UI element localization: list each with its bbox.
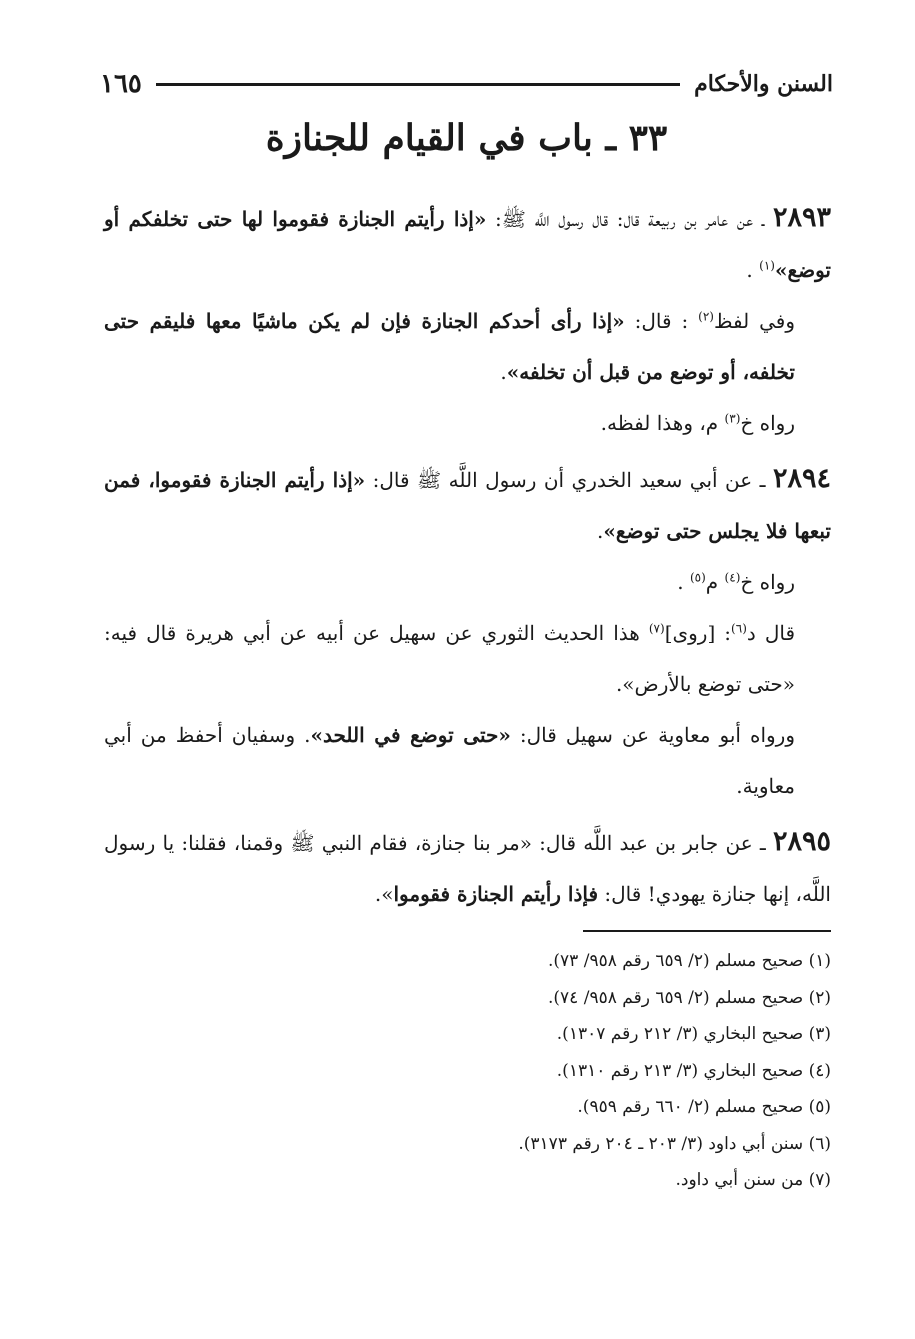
narration-end: . <box>677 570 690 594</box>
hadith-quote: فإذا رأيتم الجنازة فقوموا <box>393 882 599 906</box>
footnote-ref: (٦) <box>731 621 747 636</box>
narration-text: م، وهذا لفظه. <box>600 411 725 435</box>
hadith-intro: ـ عن عامر بن ربيعة قال: قال رسول اللَّه ﷺ: <box>486 207 773 231</box>
hadith-end: . <box>597 519 604 543</box>
hadith-intro: ـ عن جابر بن عبد اللَّه قال: «مر بنا جنازة، فقام النبي ﷺ وقمنا، فقلنا: يا رسول اللَّه، إنها جنازة يهودي! قال: <box>104 831 831 906</box>
header-rule <box>156 83 680 86</box>
hadith-end: . <box>746 258 760 282</box>
hadith-number: ٢٨٩٤ <box>772 463 831 494</box>
page-header <box>100 62 833 106</box>
variant-end: . <box>500 360 507 384</box>
hadith-2894-remark-2 <box>104 710 831 812</box>
footnote-ref: (٤) <box>724 570 741 585</box>
variant-said: : قال: <box>624 309 699 333</box>
footnotes <box>104 943 831 1199</box>
hadith-number: ٢٨٩٥ <box>772 826 831 857</box>
hadith-2894 <box>104 453 831 557</box>
footnote-item: (٦) سنن أبي داود (٣/ ٢٠٣ ـ ٢٠٤ رقم ٣١٧٣). <box>518 1133 831 1154</box>
hadith-number: ٢٨٩٣ <box>772 202 831 233</box>
hadith-2894-remark <box>104 608 831 710</box>
remark-text: . وسفيان أحفظ من أبي معاوية. <box>104 723 795 798</box>
running-title: السنن والأحكام <box>694 71 833 97</box>
footnote-ref: (٧) <box>648 621 665 636</box>
remark-quote: «حتى توضع في اللحد» <box>310 723 511 747</box>
footnote-item: (٧) من سنن أبي داود. <box>675 1170 831 1190</box>
variant-quote: «إذا رأى أحدكم الجنازة فإن لم يكن ماشيًا معها فليقم حتى تخلفه، أو توضع من قبل أن تخلفه» <box>104 309 795 384</box>
variant-intro: وفي لفظ <box>713 309 795 333</box>
hadith-2893-narration <box>104 398 831 449</box>
hadith-quote: «إذا رأيتم الجنازة فقوموا لها حتى تخلفكم أو توضع» <box>104 207 831 282</box>
hadith-quote: «إذا رأيتم الجنازة فقوموا، فمن تبعها فلا يجلس حتى توضع» <box>104 468 831 543</box>
hadith-2893-variant <box>104 296 831 398</box>
footnote-ref: (٣) <box>724 411 741 426</box>
hadith-intro: ـ عن أبي سعيد الخدري أن رسول اللَّه ﷺ قال: <box>365 468 773 492</box>
main-text <box>104 192 831 920</box>
footnote-item: (٢) صحيح مسلم (٢/ ٦٥٩ رقم ٩٥٨/ ٧٤). <box>548 987 831 1008</box>
remark-text: قال د <box>746 621 796 645</box>
remark-text: هذا الحديث الثوري عن سهيل عن أبيه عن أبي هريرة قال فيه: «حتى توضع بالأرض». <box>104 621 795 696</box>
footnote-ref: (٥) <box>689 570 706 585</box>
narration-text: رواه خ <box>740 411 795 435</box>
remark-text: ورواه أبو معاوية عن سهيل قال: <box>510 723 795 747</box>
remark-text: : [روى] <box>664 621 732 645</box>
page-number: ١٦٥ <box>100 69 142 99</box>
footnote-item: (٣) صحيح البخاري (٣/ ٢١٢ رقم ١٣٠٧). <box>556 1024 831 1044</box>
hadith-2893 <box>104 192 831 296</box>
footnote-item: (١) صحيح مسلم (٢/ ٦٥٩ رقم ٩٥٨/ ٧٣). <box>548 951 831 971</box>
hadith-end: ». <box>374 882 394 906</box>
footnote-item: (٥) صحيح مسلم (٢/ ٦٦٠ رقم ٩٥٩). <box>577 1097 831 1117</box>
narration-text: رواه خ <box>740 570 795 594</box>
footnote-separator <box>583 930 831 932</box>
footnote-ref: (٢) <box>698 309 714 324</box>
hadith-2895 <box>104 816 831 920</box>
chapter-title: ٣٣ ـ باب في القيام للجنازة <box>265 117 668 159</box>
footnote-ref: (١) <box>759 258 775 273</box>
hadith-2894-narration <box>104 557 831 608</box>
narration-text: م <box>705 570 725 594</box>
footnote-item: (٤) صحيح البخاري (٣/ ٢١٣ رقم ١٣١٠). <box>556 1060 831 1081</box>
